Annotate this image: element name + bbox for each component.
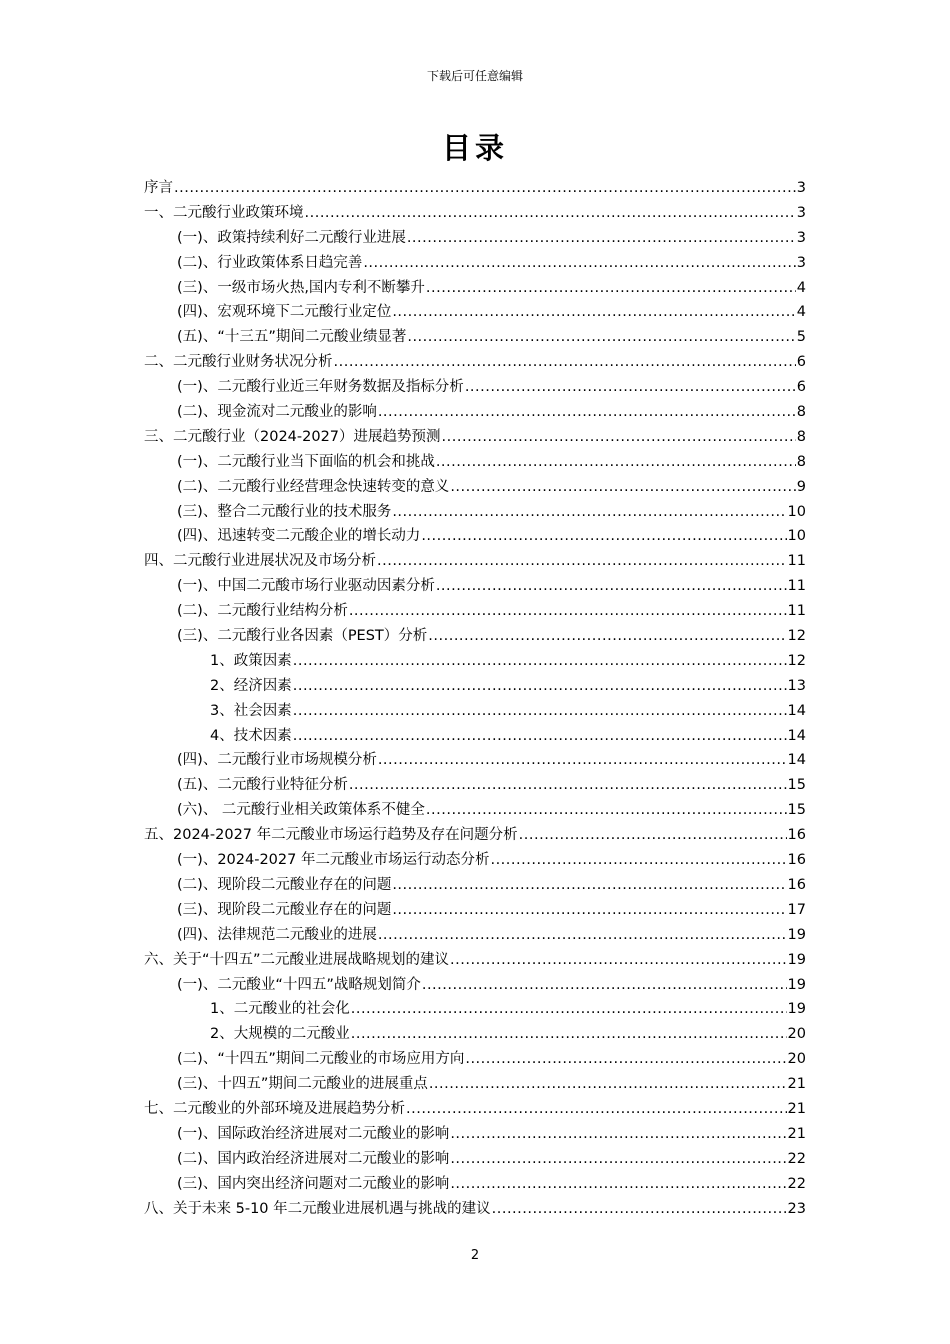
dot-leader [406, 1097, 787, 1122]
toc-entry-text: (二)、国内政治经济进展对二元酸业的影响 [177, 1150, 450, 1167]
toc-entry-page: 11 [787, 603, 806, 620]
toc-entry-page: 19 [787, 976, 806, 993]
toc-entry-text: (一)、国际政治经济进展对二元酸业的影响 [177, 1125, 450, 1142]
toc-entry-page: 20 [787, 1051, 806, 1068]
dot-leader [436, 450, 796, 475]
dot-leader [378, 923, 787, 948]
toc-entry-page: 21 [787, 1100, 806, 1117]
toc-entry-page: 23 [787, 1200, 806, 1217]
toc-entry-page: 10 [787, 503, 806, 520]
toc-entry-page: 11 [787, 553, 806, 570]
toc-entry[interactable] [144, 375, 806, 400]
toc-entry-text: (一)、二元酸业“十四五”战略规划简介 [177, 976, 421, 993]
dot-leader [442, 425, 796, 450]
toc-entry[interactable] [144, 649, 806, 674]
toc-entry-text: (二)、二元酸行业结构分析 [177, 603, 348, 620]
toc-entry-text: 3、社会因素 [210, 702, 292, 719]
toc-entry[interactable] [144, 176, 806, 201]
dot-leader [293, 674, 787, 699]
toc-entry-page: 11 [787, 578, 806, 595]
dot-leader [377, 549, 787, 574]
toc-entry-text: 1、二元酸业的社会化 [210, 1001, 350, 1018]
toc-entry-page: 14 [787, 702, 806, 719]
toc-entry[interactable] [144, 599, 806, 624]
toc-entry-page: 21 [787, 1125, 806, 1142]
toc-entry-text: (三)、国内突出经济问题对二元酸业的影响 [177, 1175, 450, 1192]
toc-entry-page: 15 [787, 802, 806, 819]
dot-leader [492, 1197, 787, 1222]
toc-entry-page: 3 [796, 254, 806, 271]
dot-leader [392, 873, 786, 898]
toc-entry-text: (三)、十四五”期间二元酸业的进展重点 [177, 1076, 428, 1093]
toc-entry-page: 15 [787, 777, 806, 794]
toc-entry[interactable] [144, 425, 806, 450]
toc-entry-page: 6 [796, 354, 806, 371]
dot-leader [450, 948, 787, 973]
toc-entry[interactable] [144, 748, 806, 773]
dot-leader [519, 823, 787, 848]
toc-entry-page: 19 [787, 926, 806, 943]
toc-entry-text: 序言 [144, 180, 173, 196]
dot-leader [392, 300, 795, 325]
toc-entry-text: (四)、迅速转变二元酸企业的增长动力 [177, 528, 421, 545]
dot-leader [293, 699, 787, 724]
toc-entry[interactable] [144, 325, 806, 350]
dot-leader [293, 724, 787, 749]
dot-leader [293, 649, 787, 674]
toc-entry-page: 3 [796, 229, 806, 246]
dot-leader [378, 748, 787, 773]
toc-entry-text: (一)、2024-2027 年二元酸业市场运行动态分析 [177, 852, 490, 869]
toc-entry-page: 8 [796, 453, 806, 470]
toc-entry[interactable] [144, 848, 806, 873]
toc-entry-text: (二)、二元酸行业经营理念快速转变的意义 [177, 478, 450, 495]
toc-entry-page: 4 [796, 279, 806, 296]
toc-entry[interactable] [144, 624, 806, 649]
dot-leader [450, 475, 795, 500]
toc-entry[interactable] [144, 798, 806, 823]
dot-leader [407, 226, 796, 251]
dot-leader [392, 500, 786, 525]
toc-entry-text: 四、二元酸行业进展状况及市场分析 [144, 553, 376, 570]
toc-entry-text: (一)、二元酸行业近三年财务数据及指标分析 [177, 379, 464, 396]
toc-entry-text: 1、政策因素 [210, 652, 292, 669]
toc-entry-page: 5 [796, 329, 806, 346]
toc-entry[interactable] [144, 674, 806, 699]
toc-entry-text: (三)、现阶段二元酸业存在的问题 [177, 901, 392, 918]
toc-entry-text: (四)、法律规范二元酸业的进展 [177, 926, 377, 943]
dot-leader [392, 898, 786, 923]
toc-entry[interactable] [144, 475, 806, 500]
dot-leader [407, 325, 795, 350]
toc-entry-page: 19 [787, 951, 806, 968]
toc-entry[interactable] [144, 400, 806, 425]
dot-leader [349, 773, 787, 798]
dot-leader [426, 798, 787, 823]
toc-entry[interactable] [144, 773, 806, 798]
toc-entry-text: (二)、现阶段二元酸业存在的问题 [177, 876, 392, 893]
toc-entry[interactable] [144, 549, 806, 574]
toc-entry[interactable] [144, 898, 806, 923]
toc-entry-text: (四)、二元酸行业市场规模分析 [177, 752, 377, 769]
toc-entry-text: 七、二元酸业的外部环境及进展趋势分析 [144, 1100, 405, 1117]
toc-entry-page: 19 [787, 1001, 806, 1018]
toc-entry[interactable] [144, 300, 806, 325]
toc-entry-page: 22 [787, 1175, 806, 1192]
toc-entry-text: (三)、一级市场火热,国内专利不断攀升 [177, 279, 425, 296]
page-header-note: 下载后可任意编辑 [426, 69, 523, 83]
toc-entry-text: 2、大规模的二元酸业 [210, 1026, 350, 1043]
page-number: 2 [470, 1248, 480, 1263]
toc-entry-text: (四)、宏观环境下二元酸行业定位 [177, 304, 392, 321]
toc-entry[interactable] [144, 450, 806, 475]
toc-entry-page: 20 [787, 1026, 806, 1043]
toc-entry[interactable] [144, 699, 806, 724]
dot-leader [351, 1022, 787, 1047]
toc-entry-page: 16 [787, 852, 806, 869]
toc-entry[interactable] [144, 923, 806, 948]
toc-entry[interactable] [144, 823, 806, 848]
toc-entry-page: 8 [796, 404, 806, 421]
toc-entry-text: 2、经济因素 [210, 677, 292, 694]
toc-entry-page: 10 [787, 528, 806, 545]
toc-entry-text: 五、2024-2027 年二元酸业市场运行趋势及存在问题分析 [144, 827, 518, 844]
toc-entry-page: 14 [787, 752, 806, 769]
toc-entry[interactable] [144, 1172, 806, 1197]
toc-entry-page: 16 [787, 827, 806, 844]
toc-entry[interactable] [144, 873, 806, 898]
dot-leader [363, 251, 795, 276]
toc-entry-text: (一)、二元酸行业当下面临的机会和挑战 [177, 453, 435, 470]
toc-entry-text: 一、二元酸行业政策环境 [144, 204, 304, 221]
toc-entry[interactable] [144, 1047, 806, 1072]
toc-entry[interactable] [144, 1122, 806, 1147]
toc-entry-text: 六、关于“十四五”二元酸业进展战略规划的建议 [144, 951, 450, 968]
toc-entry[interactable] [144, 350, 806, 375]
toc-entry-text: (二)、“十四五”期间二元酸业的市场应用方向 [177, 1051, 465, 1068]
dot-leader [421, 524, 786, 549]
toc-entry[interactable] [144, 1197, 806, 1222]
toc-entry[interactable] [144, 973, 806, 998]
toc-entry[interactable] [144, 1147, 806, 1172]
toc-entry-text: 4、技术因素 [210, 727, 292, 744]
toc-entry-page: 13 [787, 677, 806, 694]
toc-entry-page: 6 [796, 379, 806, 396]
toc-entry[interactable] [144, 1072, 806, 1097]
toc-entry-page: 12 [787, 628, 806, 645]
toc-entry[interactable] [144, 948, 806, 973]
toc-entry[interactable] [144, 226, 806, 251]
toc-entry[interactable] [144, 276, 806, 301]
dot-leader [305, 201, 796, 226]
toc-entry-page: 3 [796, 204, 806, 221]
toc-entry-page: 21 [787, 1076, 806, 1093]
toc-entry-text: (五)、“十三五”期间二元酸业绩显著 [177, 329, 407, 346]
toc-entry-text: (五)、二元酸行业特征分析 [177, 777, 348, 794]
dot-leader [426, 276, 796, 301]
toc-entry-text: (二)、现金流对二元酸业的影响 [177, 404, 377, 421]
toc-entry-text: (二)、行业政策体系日趋完善 [177, 254, 363, 271]
dot-leader [465, 1047, 786, 1072]
toc-entry[interactable] [144, 724, 806, 749]
page-title: 目录 [441, 131, 508, 165]
toc-entry-text: (一)、政策持续利好二元酸行业进展 [177, 229, 406, 246]
toc-entry-page: 8 [796, 428, 806, 445]
toc-entry[interactable] [144, 574, 806, 599]
toc-entry-text: (三)、二元酸行业各因素（PEST）分析 [177, 628, 428, 645]
toc-entry-page: 9 [796, 478, 806, 495]
toc-entry-page: 22 [787, 1150, 806, 1167]
toc-entry-page: 16 [787, 876, 806, 893]
dot-leader [378, 400, 796, 425]
dot-leader [450, 1172, 786, 1197]
toc-entry[interactable] [144, 251, 806, 276]
toc-entry-page: 12 [787, 652, 806, 669]
toc-entry-page: 14 [787, 727, 806, 744]
toc-entry-text: 八、关于未来 5-10 年二元酸业进展机遇与挑战的建议 [144, 1200, 491, 1217]
toc-entry-page: 3 [796, 180, 806, 196]
dot-leader [465, 375, 796, 400]
dot-leader [436, 574, 787, 599]
toc-entry[interactable] [144, 201, 806, 226]
dot-leader [422, 973, 787, 998]
dot-leader [450, 1147, 786, 1172]
toc-entry[interactable] [144, 1022, 806, 1047]
toc-entry-text: 三、二元酸行业（2024-2027）进展趋势预测 [144, 428, 441, 445]
dot-leader [450, 1122, 786, 1147]
dot-leader [490, 848, 786, 873]
toc-entry[interactable] [144, 524, 806, 549]
toc-entry-text: (三)、整合二元酸行业的技术服务 [177, 503, 392, 520]
toc-entry-text: (一)、中国二元酸市场行业驱动因素分析 [177, 578, 435, 595]
toc-entry[interactable] [144, 500, 806, 525]
toc-entry-page: 4 [796, 304, 806, 321]
dot-leader [334, 350, 796, 375]
dot-leader [174, 176, 796, 201]
toc-entry-text: 二、二元酸行业财务状况分析 [144, 354, 333, 371]
toc-entry[interactable] [144, 997, 806, 1022]
dot-leader [428, 624, 786, 649]
dot-leader [349, 599, 787, 624]
table-of-contents [144, 176, 806, 1221]
dot-leader [351, 997, 787, 1022]
toc-entry-page: 17 [787, 901, 806, 918]
toc-entry[interactable] [144, 1097, 806, 1122]
toc-entry-text: (六)、 二元酸行业相关政策体系不健全 [177, 802, 425, 819]
dot-leader [429, 1072, 787, 1097]
